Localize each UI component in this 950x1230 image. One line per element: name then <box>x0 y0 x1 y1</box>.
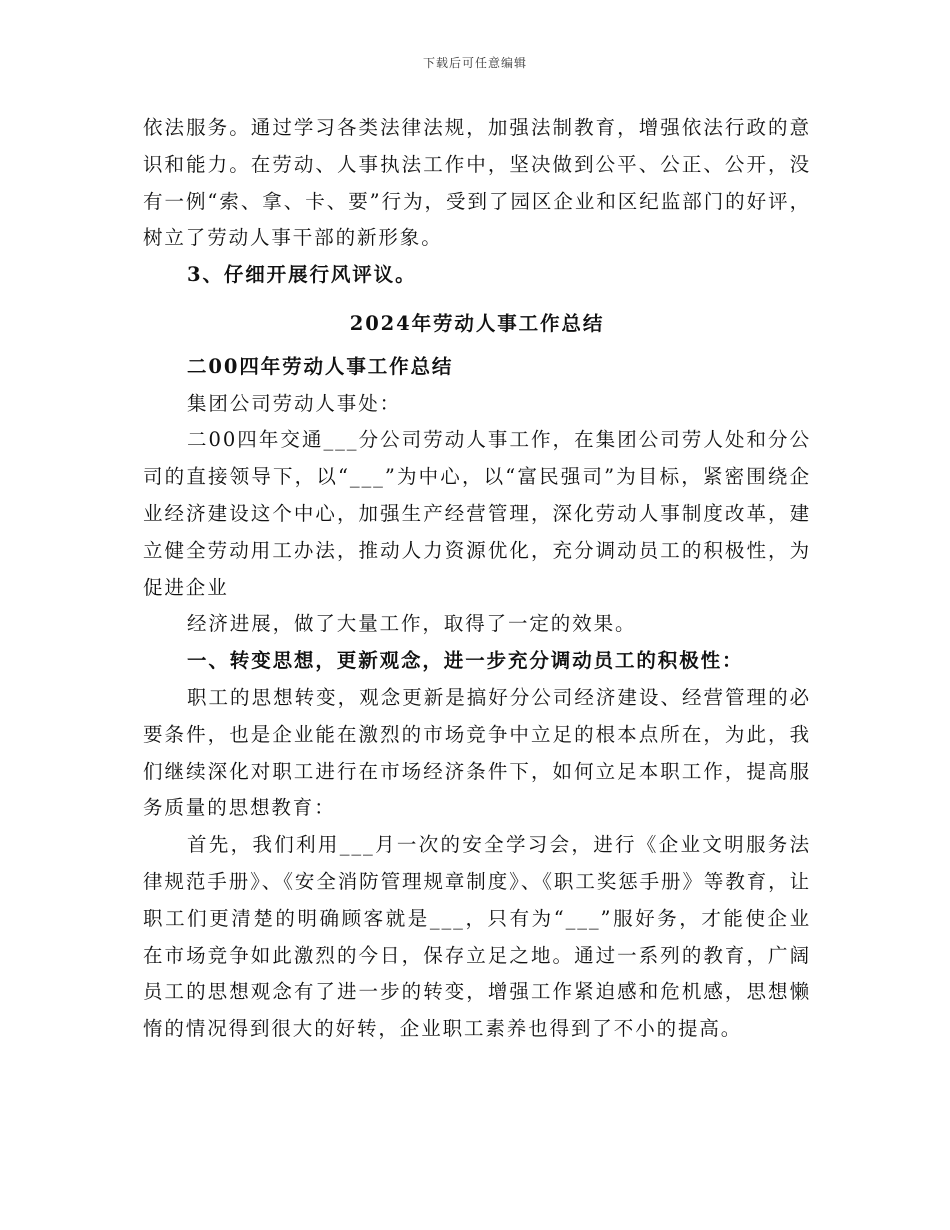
header-note: 下载后可任意编辑 <box>422 56 527 70</box>
document-title: 2024年劳动人事工作总结 <box>349 311 605 335</box>
salutation: 集团公司劳动人事处： <box>187 391 402 415</box>
paragraph-overview: 二00四年交通___分公司劳动人事工作，在集团公司劳人处和分公司的直接领导下，以“___”为中心，以“富民强司”为目标，紧密围绕企业经济建设这个中心，加强生产经营管理，深化劳动人事制度改革，建立健全劳动用工办法，推动人力资源优化，充分调动员工的积极性，为促进企业 <box>143 428 811 599</box>
paragraph-education: 首先，我们利用___月一次的安全学习会，进行《企业文明服务法律规范手册》、《安全消防管理规章制度》、《职工奖惩手册》等教育，让职工们更清楚的明确顾客就是___，只有为“___”服好务，才能使企业在市场竞争如此激烈的今日，保存立足之地。通过一系列的教育，广阔员工的思想观念有了进一步的转变，增强工作紧迫感和危机感，思想懒惰的情况得到很大的好转，企业职工素养也得到了不小的提高。 <box>143 833 811 1041</box>
paragraph-legal-service: 依法服务。通过学习各类法律法规，加强法制教育，增强依法行政的意识和能力。在劳动、人事执法工作中，坚决做到公平、公正、公开，没有一例“索、拿、卡、要”行为，受到了园区企业和区纪监部门的好评，树立了劳动人事干部的新形象。 <box>143 116 811 250</box>
paragraph-results: 经济进展，做了大量工作，取得了一定的效果。 <box>187 612 637 636</box>
document-subtitle: 二00四年劳动人事工作总结 <box>187 354 454 378</box>
paragraph-thinking: 职工的思想转变，观念更新是搞好分公司经济建设、经营管理的必要条件，也是企业能在激烈的市场竞争中立足的根本点所在，为此，我们继续深化对职工进行在市场经济条件下，如何立足本职工作，提高服务质量的思想教育： <box>143 685 811 820</box>
section-heading-1: 一、转变思想，更新观念，进一步充分调动员工的积极性： <box>187 649 744 673</box>
document-body <box>143 110 811 1048</box>
item-style-review: 3、仔细开展行风评议。 <box>187 263 417 287</box>
